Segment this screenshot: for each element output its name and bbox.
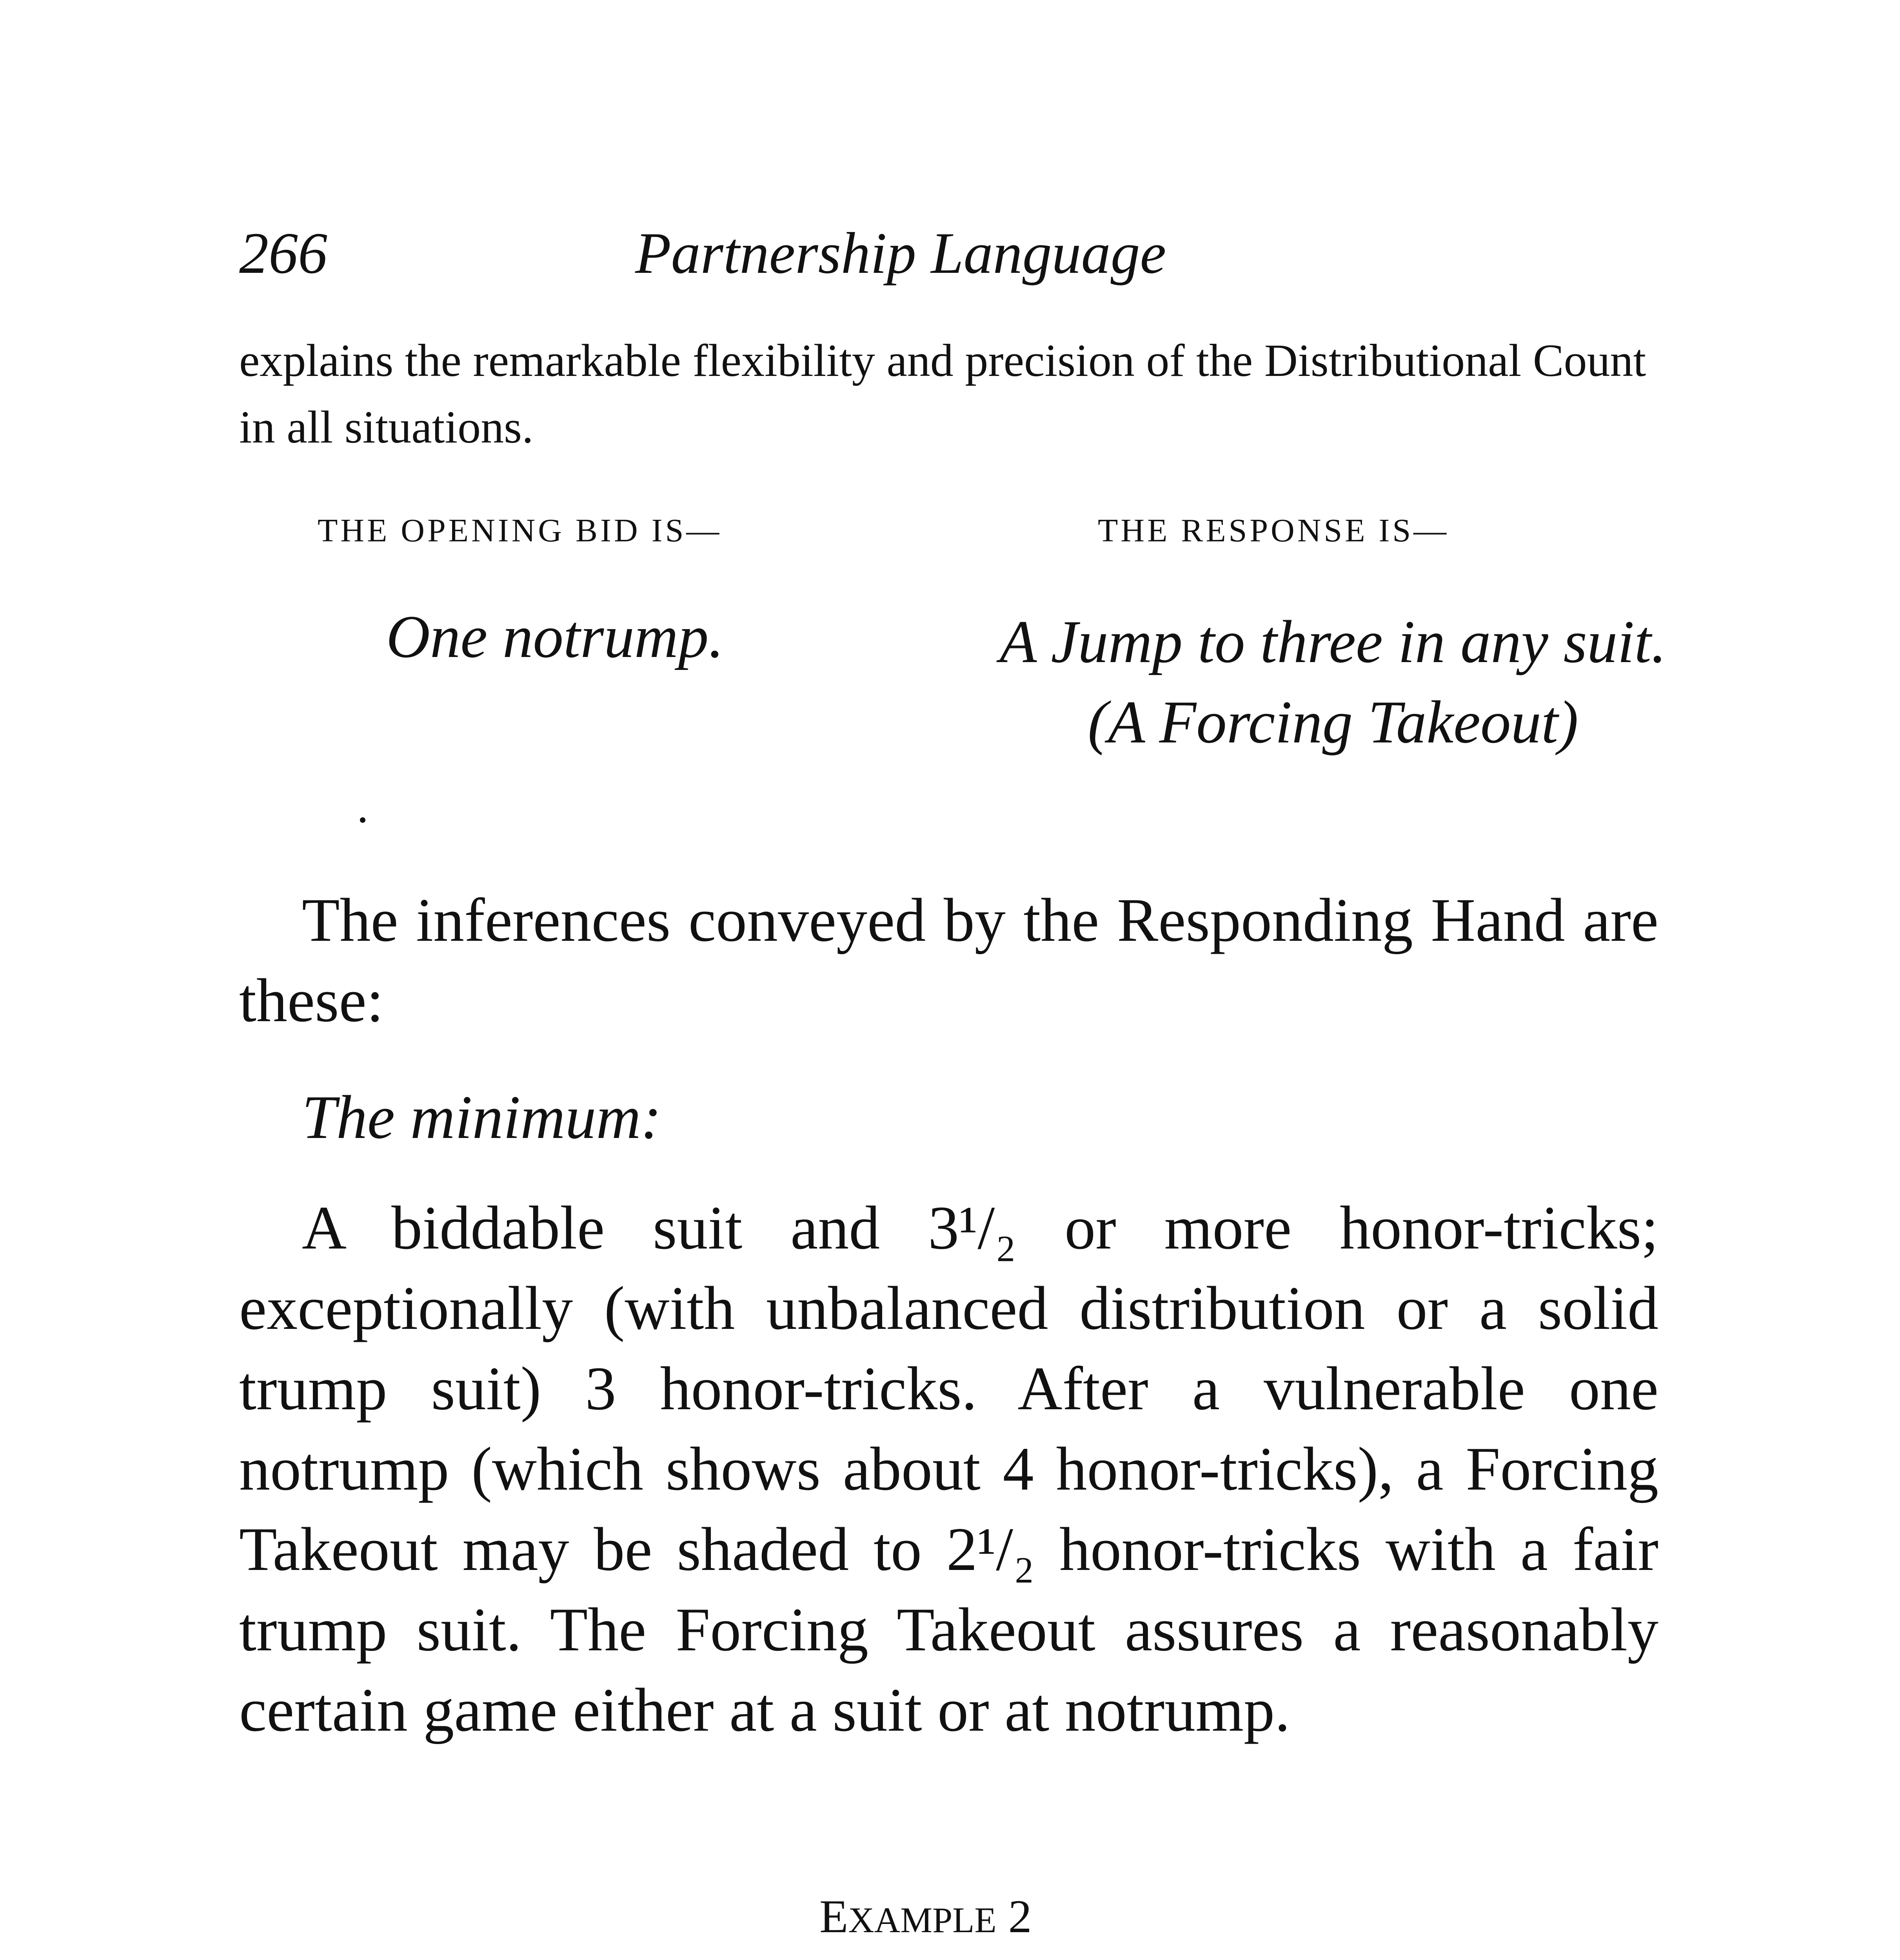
response-bid-block (980, 602, 1686, 762)
intro-text: explains the remarkable flexibility and precision of the Distributional Count in all situations. (239, 335, 1646, 453)
example-label-initial: E (819, 1890, 848, 1942)
response-label: THE RESPONSE IS— (1098, 512, 1450, 549)
running-head: Partnership Language (635, 221, 1166, 286)
paragraph-inferences: The inferences conveyed by the Responding Hand are these: (239, 886, 1658, 1035)
print-speck (360, 817, 365, 823)
paragraph-minimum: A biddable suit and 3¹/₂ or more honor-tricks; exceptionally (with unbalanced distribution or a solid trump suit) 3 honor-tricks. After a vulnerable one notrump (which shows about 4 honor-tricks), a Forcing Takeout may be shaded to 2¹/₂ honor-tricks with a fair trump suit. The Forcing Takeout assures a reasonably certain game either at a suit or at notrump. (239, 1194, 1658, 1744)
example-label-rest: XAMPLE (848, 1900, 997, 1940)
opening-bid-label: THE OPENING BID IS— (318, 512, 722, 549)
response-bid: A Jump to three in any suit. (999, 608, 1667, 675)
page-number: 266 (239, 221, 327, 286)
example-heading (819, 1889, 1032, 1944)
opening-bid: One notrump. (386, 603, 724, 670)
minimum-heading: The minimum: (302, 1083, 662, 1152)
response-note: (A Forcing Takeout) (1088, 688, 1578, 756)
example-number: 2 (1008, 1890, 1032, 1942)
